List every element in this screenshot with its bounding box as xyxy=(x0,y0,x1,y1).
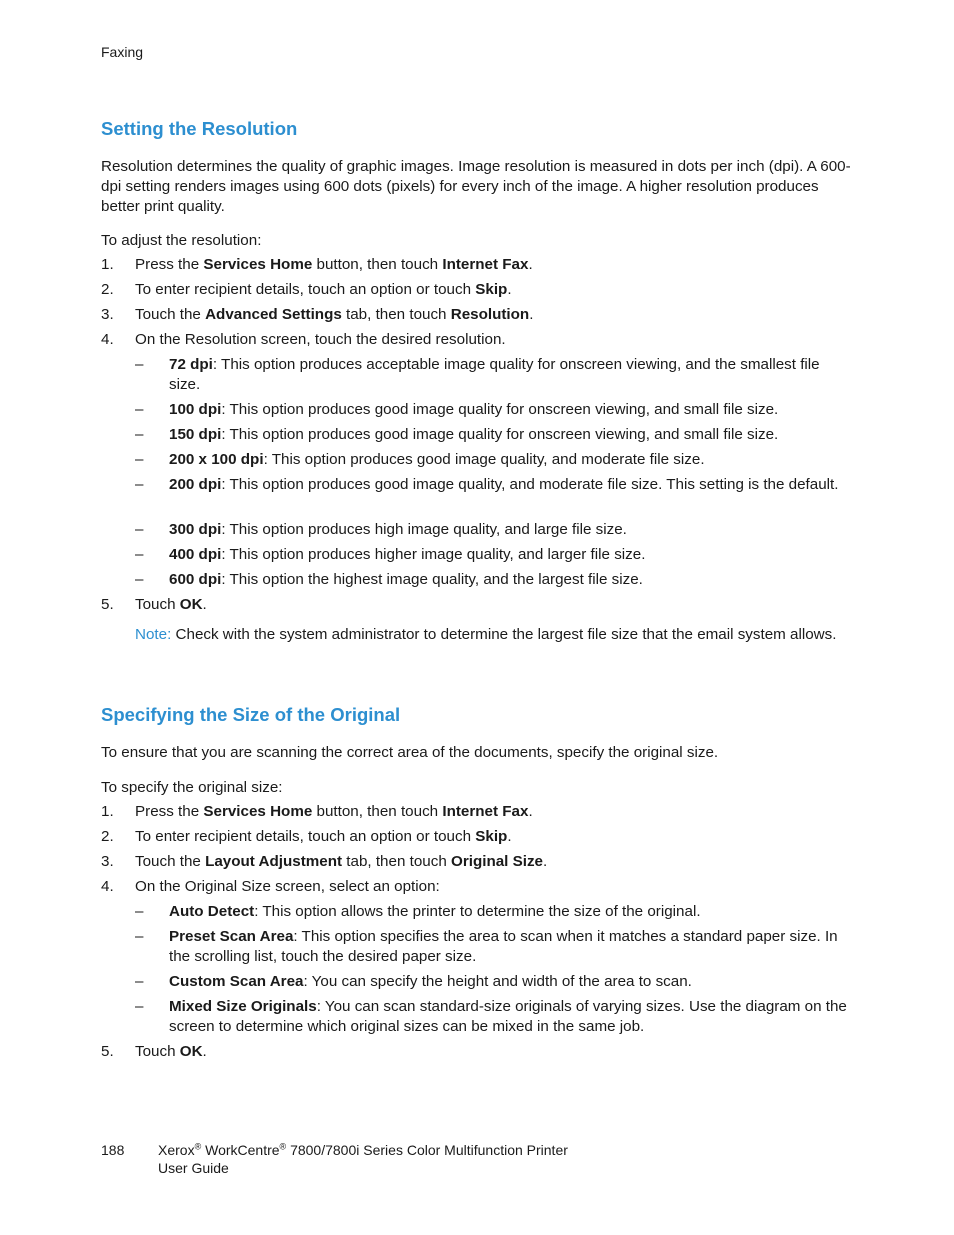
step-number: 5. xyxy=(101,1043,114,1060)
footer-product: Xerox® WorkCentre® 7800/7800i Series Color Multifunction Printer xyxy=(158,1141,568,1158)
step-text: Touch OK. xyxy=(135,1043,207,1060)
footer-doc-title: User Guide xyxy=(158,1160,229,1176)
section-heading-resolution: Setting the Resolution xyxy=(101,118,298,139)
step-text: Touch OK. xyxy=(135,596,207,613)
note-label: Note: xyxy=(135,626,172,643)
step-text: Press the Services Home button, then touch Internet Fax. xyxy=(135,803,533,820)
running-header: Faxing xyxy=(101,44,144,60)
step-number: 2. xyxy=(101,828,114,845)
section-heading-original-size: Specifying the Size of the Original xyxy=(101,704,401,725)
note xyxy=(135,625,855,645)
step-number: 1. xyxy=(101,803,114,820)
step-number: 2. xyxy=(101,281,114,298)
step-number: 4. xyxy=(101,331,114,348)
resolution-intro: Resolution determines the quality of graphic images. Image resolution is measured in dots per inch (dpi). A 600-dpi setting renders images using 600 dots (pixels) for every inch of the image. A higher resolution produces better print quality. xyxy=(101,158,851,215)
step-text: On the Resolution screen, touch the desired resolution. xyxy=(135,331,506,348)
step-text: Press the Services Home button, then touch Internet Fax. xyxy=(135,256,533,273)
step-number: 5. xyxy=(101,596,114,613)
original-size-intro: To ensure that you are scanning the correct area of the documents, specify the original size. xyxy=(101,744,719,761)
page-number: 188 xyxy=(101,1142,125,1158)
step-number: 3. xyxy=(101,306,114,323)
original-size-lead: To specify the original size: xyxy=(101,779,283,796)
resolution-lead: To adjust the resolution: xyxy=(101,232,262,249)
step-text: To enter recipient details, touch an option or touch Skip. xyxy=(135,281,512,298)
note-text: Check with the system administrator to determine the largest file size that the email system allows. xyxy=(171,626,837,643)
step-text: On the Original Size screen, select an option: xyxy=(135,878,440,895)
step-text: To enter recipient details, touch an option or touch Skip. xyxy=(135,828,512,845)
step-number: 3. xyxy=(101,853,114,870)
step-number: 1. xyxy=(101,256,114,273)
step-number: 4. xyxy=(101,878,114,895)
step-text: Touch the Advanced Settings tab, then touch Resolution. xyxy=(135,306,534,323)
step-text: Touch the Layout Adjustment tab, then touch Original Size. xyxy=(135,853,548,870)
